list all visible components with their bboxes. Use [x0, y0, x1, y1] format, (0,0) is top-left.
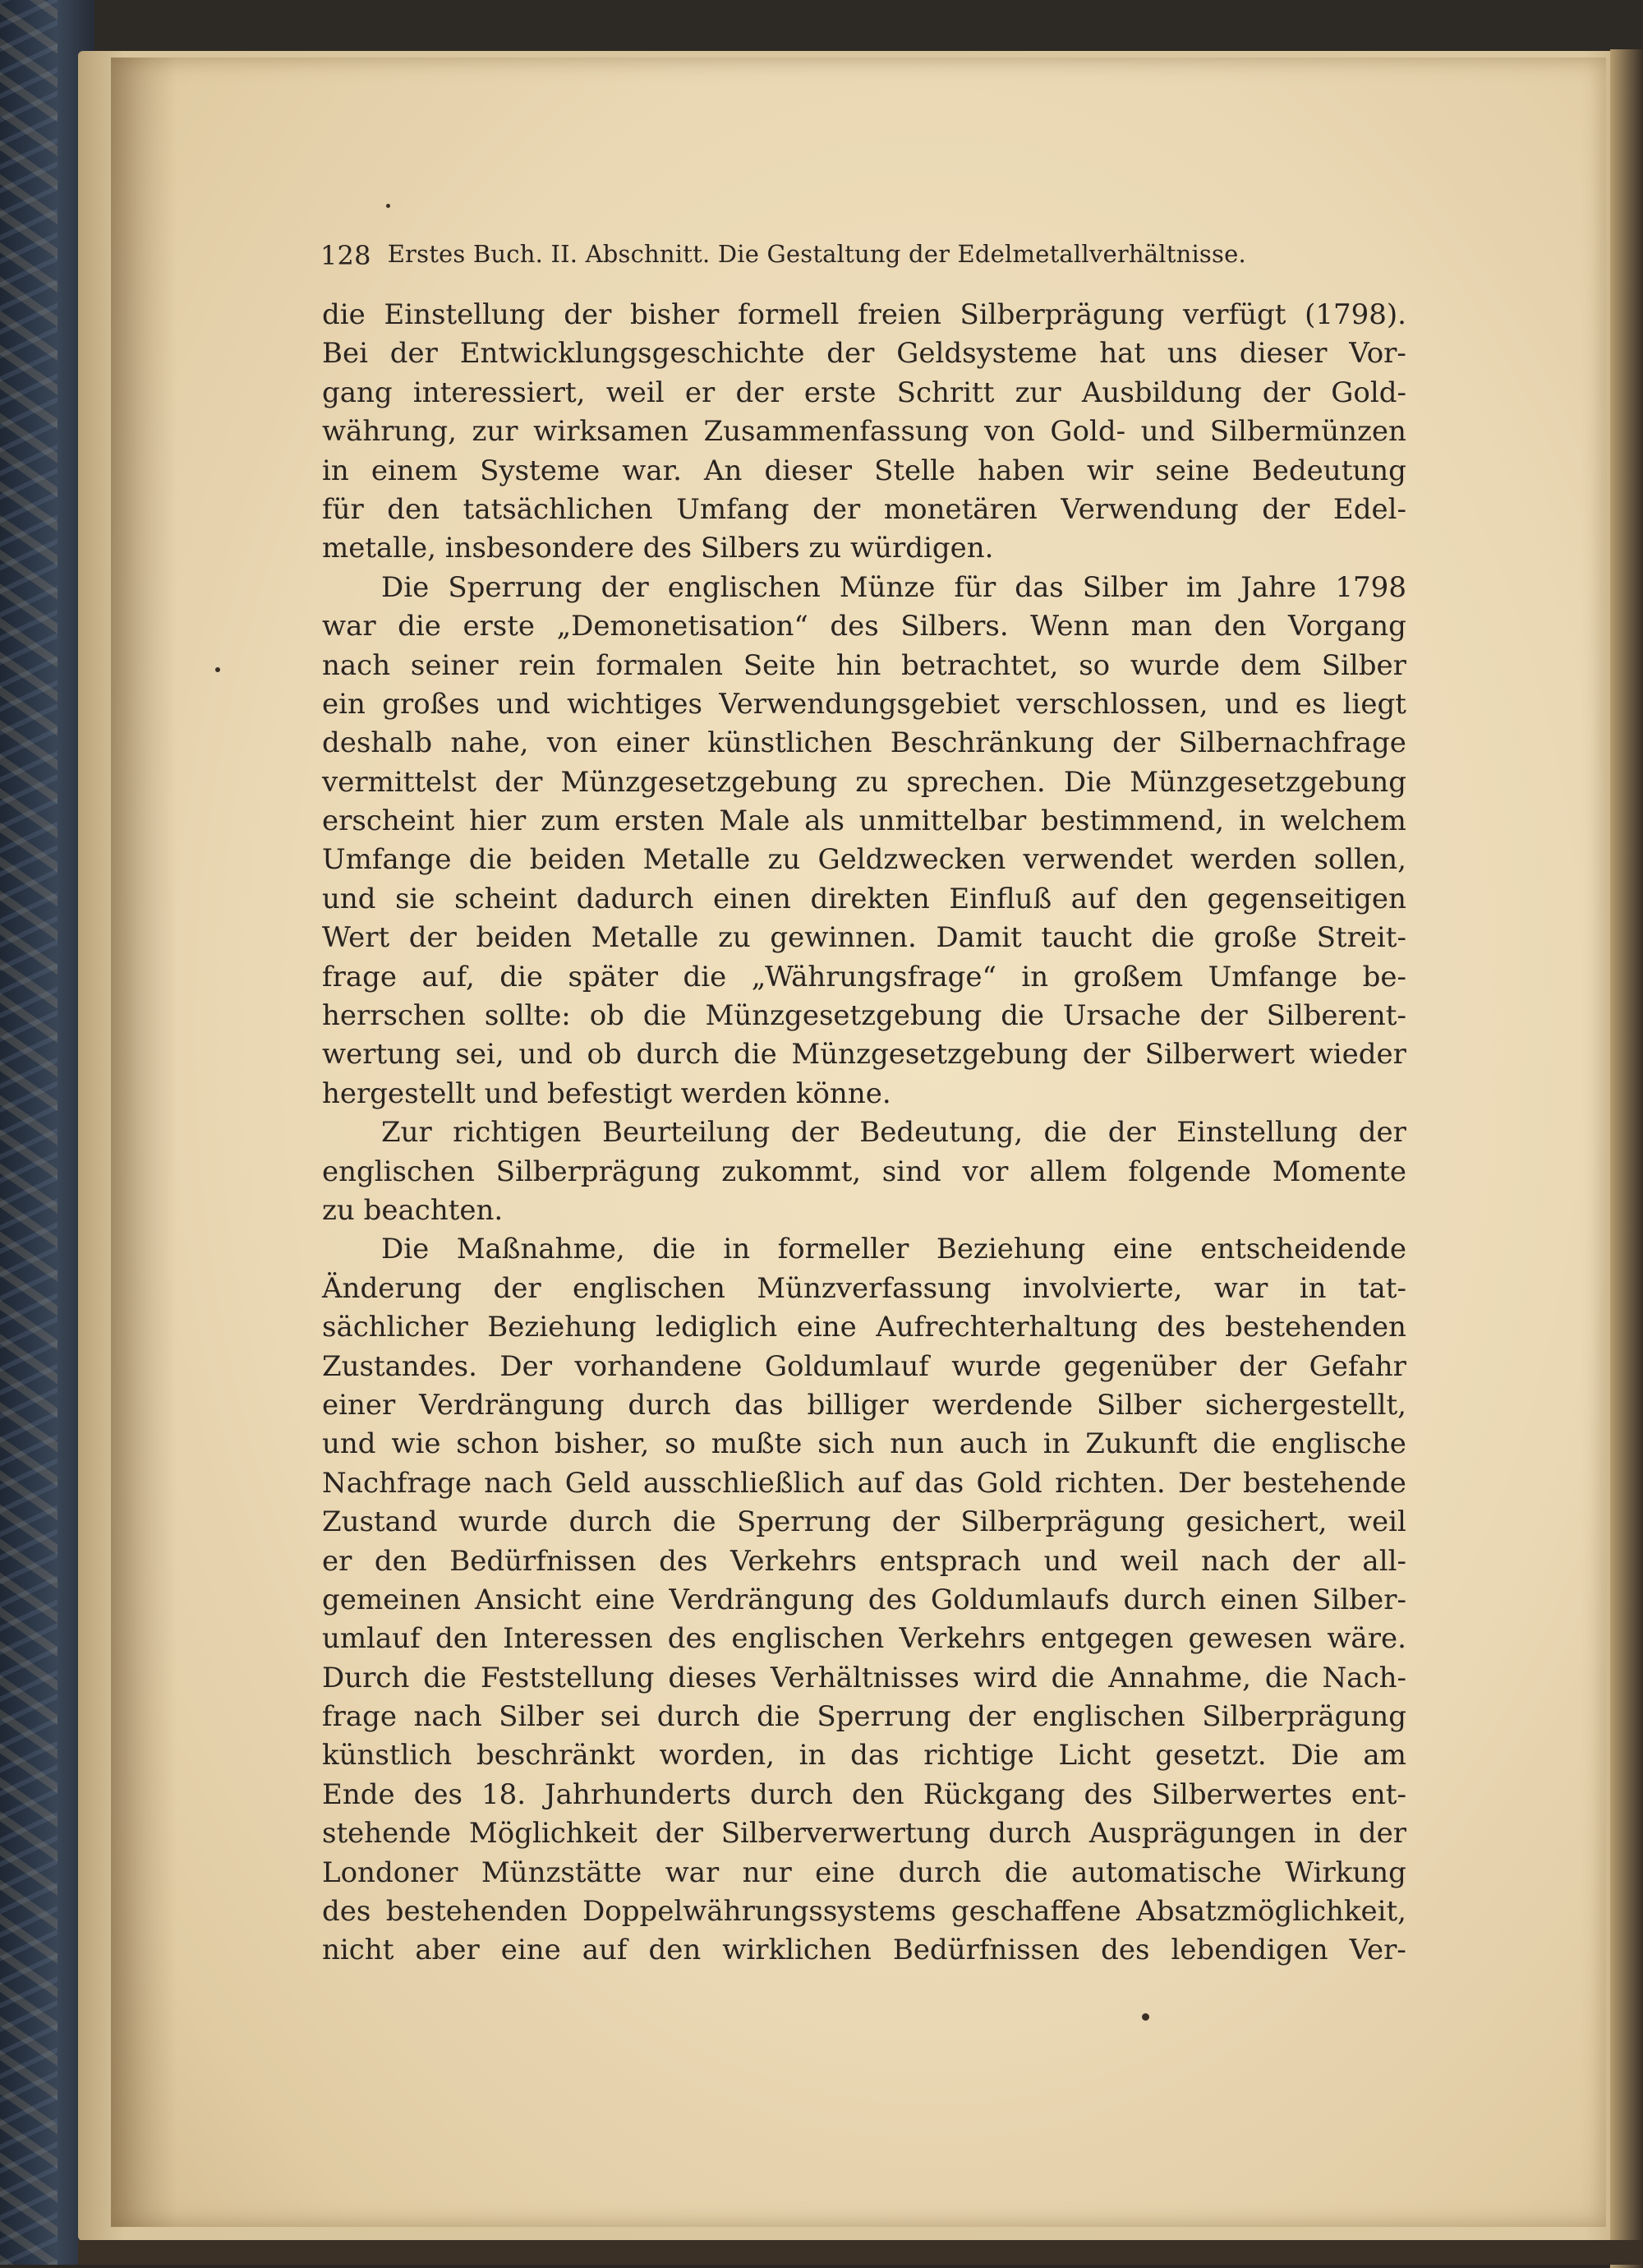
paper-speck [215, 667, 220, 672]
text-line: Zustand wurde durch die Sperrung der Silberprägung gesichert, weil [322, 1505, 1406, 1539]
text-line: und sie scheint dadurch einen direkten Einfluß auf den gegenseitigen [322, 882, 1406, 915]
text-line: nicht aber eine auf den wirklichen Bedürfnissen des lebendigen Ver- [322, 1934, 1406, 1967]
text-line: gemeinen Ansicht eine Verdrängung des Goldumlaufs durch einen Silber- [322, 1583, 1406, 1616]
text-line: und wie schon bisher, so mußte sich nun auch in Zukunft die englische [322, 1427, 1406, 1461]
text-line: Änderung der englischen Münzverfassung involvierte, war in tat- [322, 1271, 1406, 1305]
text-line: in einem Systeme war. An dieser Stelle haben wir seine Bedeutung [322, 454, 1406, 487]
text-line: frage auf, die später die „Währungsfrage“ in großem Umfange be- [322, 960, 1406, 993]
text-line: zu beachten. [322, 1193, 504, 1227]
text-line: währung, zur wirksamen Zusammenfassung von Gold- und Silbermünzen [322, 415, 1406, 449]
text-line: Wert der beiden Metalle zu gewinnen. Damit taucht die große Streit- [322, 921, 1406, 955]
text-line: sächlicher Beziehung lediglich eine Aufrechterhaltung des bestehenden [322, 1311, 1406, 1344]
text-line: deshalb nahe, von einer künstlichen Beschränkung der Silbernachfrage [322, 726, 1406, 760]
text-line: Londoner Münzstätte war nur eine durch die automatische Wirkung [322, 1855, 1406, 1889]
text-line: künstlich beschränkt worden, in das richtige Licht gesetzt. Die am [322, 1739, 1406, 1772]
book-right-edge [1610, 49, 1643, 2268]
text-line: vermittelst der Münzgesetzgebung zu sprechen. Die Münzgesetzgebung [322, 765, 1406, 799]
text-line: Zur richtigen Beurteilung der Bedeutung, die der Einstellung der [381, 1116, 1406, 1150]
running-title: Erstes Buch. II. Abschnitt. Die Gestaltung der Edelmetallverhältnisse. [387, 240, 1246, 268]
text-line: er den Bedürfnissen des Verkehrs entsprach und weil nach der all- [322, 1544, 1406, 1578]
gutter-shadow [111, 58, 177, 2227]
book-top-edge [94, 0, 1643, 53]
text-line: nach seiner rein formalen Seite hin betrachtet, so wurde dem Silber [322, 648, 1406, 682]
text-line: Durch die Feststellung dieses Verhältnisses wird die Annahme, die Nach- [322, 1661, 1406, 1694]
text-line: Ende des 18. Jahrhunderts durch den Rückgang des Silberwertes ent- [322, 1777, 1406, 1811]
text-line: des bestehenden Doppelwährungssystems geschaffene Absatzmöglichkeit, [322, 1895, 1406, 1929]
text-line: die Einstellung der bisher formell freien Silberprägung verfügt (1798). [322, 298, 1406, 331]
text-line: frage nach Silber sei durch die Sperrung der englischen Silberprägung [322, 1700, 1406, 1734]
page-number: 128 [320, 240, 371, 271]
text-line: ein großes und wichtiges Verwendungsgebiet verschlossen, und es liegt [322, 687, 1406, 721]
text-line: herrschen sollte: ob die Münzgesetzgebung die Ursache der Silberent- [322, 999, 1406, 1033]
body-text [322, 296, 1406, 1971]
text-line: erscheint hier zum ersten Male als unmittelbar bestimmend, in welchem [322, 804, 1406, 838]
text-line: Umfange die beiden Metalle zu Geldzwecken verwendet werden sollen, [322, 843, 1406, 877]
text-line: war die erste „Demonetisation“ des Silbers. Wenn man den Vorgang [322, 610, 1406, 643]
book-bottom-edge [78, 2240, 1643, 2265]
text-line: englischen Silberprägung zukommt, sind vor allem folgende Momente [322, 1155, 1406, 1188]
text-line: stehende Möglichkeit der Silberverwertung durch Ausprägungen in der [322, 1817, 1406, 1851]
text-line: umlauf den Interessen des englischen Verkehrs entgegen gewesen wäre. [322, 1622, 1406, 1656]
text-line: Zustandes. Der vorhandene Goldumlauf wurde gegenüber der Gefahr [322, 1349, 1406, 1383]
text-line: für den tatsächlichen Umfang der monetären Verwendung der Edel- [322, 492, 1406, 526]
text-line: gang interessiert, weil er der erste Schritt zur Ausbildung der Gold- [322, 376, 1406, 409]
text-line: Bei der Entwicklungsgeschichte der Geldsysteme hat uns dieser Vor- [322, 337, 1406, 371]
paper-speck [386, 204, 390, 208]
paper-speck [1142, 2013, 1149, 2021]
text-line: Die Maßnahme, die in formeller Beziehung eine entscheidende [381, 1233, 1406, 1266]
text-line: metalle, insbesondere des Silbers zu würdigen. [322, 532, 994, 565]
text-line: wertung sei, und ob durch die Münzgesetzgebung der Silberwert wieder [322, 1038, 1406, 1072]
running-header [320, 240, 1380, 271]
text-line: einer Verdrängung durch das billiger werdende Silber sichergestellt, [322, 1388, 1406, 1422]
text-line: hergestellt und befestigt werden könne. [322, 1076, 891, 1110]
text-line: Nachfrage nach Geld ausschließlich auf das Gold richten. Der bestehende [322, 1466, 1406, 1500]
text-line: Die Sperrung der englischen Münze für das Silber im Jahre 1798 [381, 570, 1406, 604]
marbled-endpaper [0, 0, 58, 2265]
